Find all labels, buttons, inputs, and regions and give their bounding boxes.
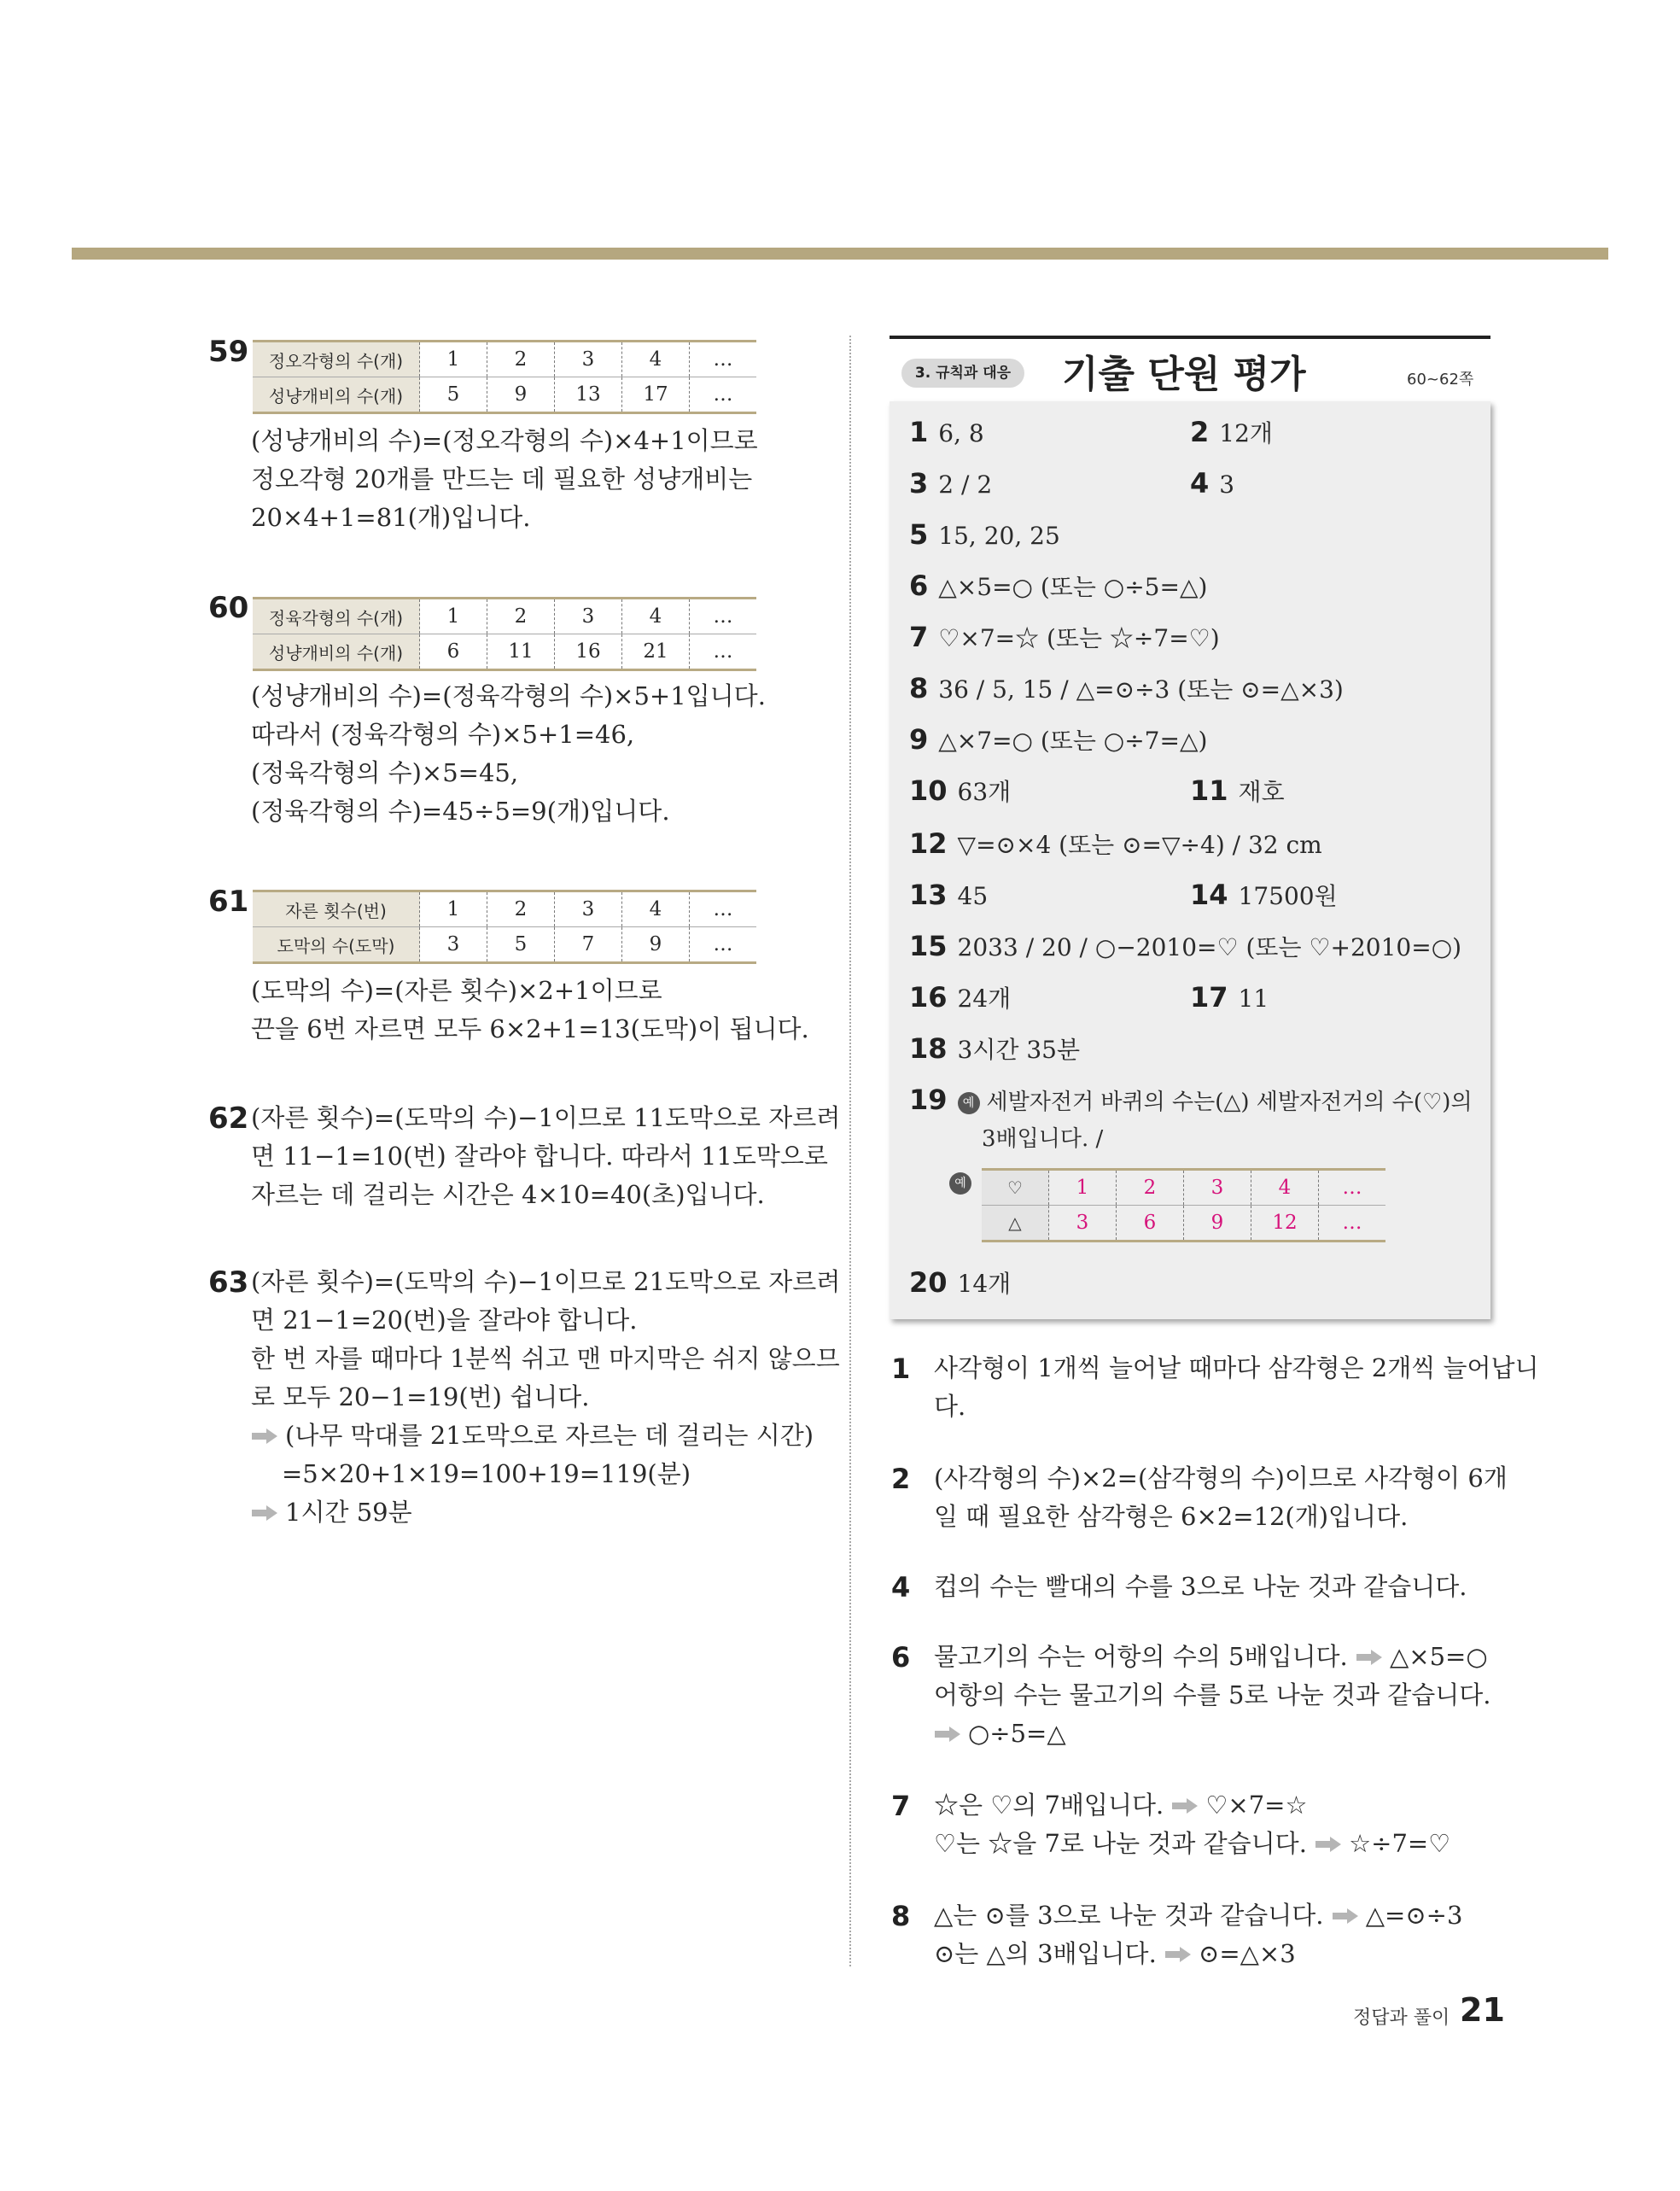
explanation-line xyxy=(934,1896,1462,1935)
table-cell: 9 xyxy=(622,927,690,963)
answer-item xyxy=(909,1083,1473,1119)
answer-text: 6, 8 xyxy=(938,419,984,447)
answer-item xyxy=(909,1265,1011,1301)
solution-line: 따라서 (정육각형의 수)×5+1=46, xyxy=(251,720,635,749)
problem-number: 63 xyxy=(208,1265,249,1300)
page-number: 21 xyxy=(1460,1991,1505,2029)
explanation-line: 컵의 수는 빨대의 수를 3으로 나눈 것과 같습니다. xyxy=(934,1572,1467,1601)
answer-number: 14 xyxy=(1190,879,1228,911)
table-cell: 4 xyxy=(622,342,690,377)
problem-number: 61 xyxy=(208,885,249,919)
table-cell: 17 xyxy=(622,377,690,413)
table-cell: … xyxy=(690,342,757,377)
arrow-right-icon xyxy=(1356,1649,1383,1666)
table-row-header: ♡ xyxy=(982,1170,1049,1206)
explanation-formula: ○÷5=△ xyxy=(968,1719,1066,1748)
answer-item xyxy=(909,466,992,502)
solution-line: 면 21−1=20(번)을 잘라야 합니다. xyxy=(251,1306,638,1335)
explanation-formula: ⊙=△×3 xyxy=(1199,1939,1296,1968)
answer-number: 19 xyxy=(909,1084,948,1116)
solution-line: 끈을 6번 자르면 모두 6×2+1=13(도막)이 됩니다. xyxy=(251,1014,809,1043)
table-cell: 6 xyxy=(420,634,487,670)
answer-text: 재호 xyxy=(1238,778,1285,806)
table-60 xyxy=(253,597,756,671)
explanation-number: 8 xyxy=(891,1900,911,1932)
table-cell: 2 xyxy=(1117,1170,1184,1206)
problem-number: 59 xyxy=(208,335,249,369)
answer-item xyxy=(909,929,1461,965)
answer-text: 2 / 2 xyxy=(938,470,993,499)
answer-item xyxy=(1190,774,1285,809)
solution-line: (자른 횟수)=(도막의 수)−1이므로 11도막으로 자르려 xyxy=(251,1103,841,1132)
table-cell: 7 xyxy=(555,927,622,963)
table-cell: 4 xyxy=(622,599,690,634)
table-cell: 3 xyxy=(420,927,487,963)
explanation-formula: △=⊙÷3 xyxy=(1365,1901,1463,1930)
table-cell: 1 xyxy=(420,599,487,634)
arrow-right-icon xyxy=(1171,1797,1199,1814)
explanation-text: ☆은 ♡의 7배입니다. xyxy=(934,1791,1164,1820)
table-cell: 2 xyxy=(487,599,555,634)
explanation-line xyxy=(934,1935,1296,1973)
table-cell: 9 xyxy=(1184,1206,1251,1242)
answer-number: 7 xyxy=(909,621,929,653)
problem-number: 62 xyxy=(208,1101,249,1136)
table-cell: 1 xyxy=(420,891,487,927)
table-cell: 3 xyxy=(1184,1170,1251,1206)
arrow-right-icon xyxy=(934,1726,961,1743)
solution-arrow-line xyxy=(251,1493,412,1532)
answer-number: 11 xyxy=(1190,774,1228,807)
table-cell: 2 xyxy=(487,891,555,927)
explanation-number: 4 xyxy=(891,1571,911,1604)
solution-line: (도막의 수)=(자른 횟수)×2+1이므로 xyxy=(251,976,662,1005)
answer-item xyxy=(909,722,1207,758)
solution-arrow-text: (나무 막대를 21도막으로 자르는 데 걸리는 시간) xyxy=(285,1421,814,1450)
answer-item xyxy=(1190,878,1338,914)
answer-number: 4 xyxy=(1190,467,1210,500)
explanation-formula: ☆÷7=♡ xyxy=(1349,1829,1451,1858)
table-cell: 2 xyxy=(487,342,555,377)
table-row-header: △ xyxy=(982,1206,1049,1242)
table-cell: 3 xyxy=(1049,1206,1117,1242)
solution-line: (성냥개비의 수)=(정오각형의 수)×4+1이므로 xyxy=(251,426,758,455)
explanation-formula: △×5=○ xyxy=(1389,1642,1488,1671)
table-cell: 3 xyxy=(555,599,622,634)
answer-text: 3시간 35분 xyxy=(957,1036,1081,1064)
table-cell: 16 xyxy=(555,634,622,670)
answer-number: 1 xyxy=(909,416,929,448)
explanation-line: 일 때 필요한 삼각형은 6×2=12(개)입니다. xyxy=(934,1502,1409,1531)
table-cell: … xyxy=(690,891,757,927)
answer-item xyxy=(909,1031,1080,1067)
answer-number: 6 xyxy=(909,570,929,602)
solution-line: 20×4+1=81(개)입니다. xyxy=(251,503,531,532)
table-row-header: 정오각형의 수(개) xyxy=(253,342,420,377)
table-cell: 6 xyxy=(1117,1206,1184,1242)
answer-number: 8 xyxy=(909,672,929,704)
answer-number: 20 xyxy=(909,1266,948,1299)
answer-text: 15, 20, 25 xyxy=(938,522,1060,550)
answer-item xyxy=(909,569,1207,605)
arrow-right-icon xyxy=(1315,1836,1342,1853)
solution-line: 정오각형 20개를 만드는 데 필요한 성냥개비는 xyxy=(251,464,753,494)
page-reference: 60~62쪽 xyxy=(1407,371,1474,389)
table-row-header: 정육각형의 수(개) xyxy=(253,599,420,634)
answer-number: 9 xyxy=(909,723,929,756)
footer-label: 정답과 풀이 xyxy=(1353,2007,1450,2029)
table-row-header: 자른 횟수(번) xyxy=(253,891,420,927)
answer-number: 2 xyxy=(1190,416,1210,448)
explanation-text: ♡는 ☆을 7로 나눈 것과 같습니다. xyxy=(934,1829,1307,1858)
answer-number: 12 xyxy=(909,827,948,860)
example-badge: 예 xyxy=(949,1172,971,1195)
answer-text: 11 xyxy=(1238,984,1269,1013)
explanation-line xyxy=(934,1786,1307,1825)
explanation-line xyxy=(934,1825,1450,1863)
table-cell: 4 xyxy=(622,891,690,927)
answer-text: 24개 xyxy=(957,984,1012,1013)
explanation-line: 어항의 수는 물고기의 수를 5로 나눈 것과 같습니다. xyxy=(934,1680,1491,1709)
table-61 xyxy=(253,890,756,964)
answer-item xyxy=(909,878,988,914)
table-cell: 12 xyxy=(1251,1206,1319,1242)
column-divider xyxy=(849,336,851,1966)
answer-item xyxy=(909,620,1220,656)
answer-text: △×5=○ (또는 ○÷5=△) xyxy=(938,573,1208,601)
table-cell: 5 xyxy=(487,927,555,963)
answer-number: 16 xyxy=(909,981,948,1014)
answer-text: 63개 xyxy=(957,778,1012,806)
arrow-right-icon xyxy=(1332,1908,1359,1925)
solution-line: 한 번 자를 때마다 1분씩 쉬고 맨 마지막은 쉬지 않으므 xyxy=(251,1344,840,1373)
answer-text: 36 / 5, 15 / △=⊙÷3 (또는 ⊙=△×3) xyxy=(938,675,1344,704)
answer-number: 15 xyxy=(909,930,948,962)
explanation-number: 2 xyxy=(891,1463,911,1495)
table-cell: 1 xyxy=(1049,1170,1117,1206)
table-cell: … xyxy=(690,377,757,413)
table-cell: … xyxy=(1319,1206,1386,1242)
solution-line: (자른 횟수)=(도막의 수)−1이므로 21도막으로 자르려 xyxy=(251,1267,841,1296)
solution-line: =5×20+1×19=100+19=119(분) xyxy=(282,1459,691,1488)
explanation-line: 다. xyxy=(934,1392,966,1421)
top-decor-band xyxy=(72,248,1608,260)
answer-text: 2033 / 20 / ○−2010=♡ (또는 ♡+2010=○) xyxy=(957,933,1462,961)
page-title: 기출 단원 평가 xyxy=(1062,353,1306,396)
table-19 xyxy=(982,1168,1385,1242)
answer-number: 18 xyxy=(909,1032,948,1065)
answer-number: 10 xyxy=(909,774,948,807)
answer-text: 세발자전거 바퀴의 수는(△) 세발자전거의 수(♡)의 xyxy=(986,1090,1473,1115)
explanation-number: 7 xyxy=(891,1790,911,1822)
explanation-line: (사각형의 수)×2=(삼각형의 수)이므로 사각형이 6개 xyxy=(934,1464,1508,1493)
explanation-text: ⊙는 △의 3배입니다. xyxy=(934,1939,1157,1968)
answer-item xyxy=(909,980,1011,1016)
explanation-line xyxy=(934,1638,1488,1676)
answer-item xyxy=(909,774,1011,809)
arrow-right-icon xyxy=(251,1428,278,1445)
arrow-right-icon xyxy=(1164,1946,1192,1963)
table-cell: … xyxy=(690,927,757,963)
solution-line: (성냥개비의 수)=(정육각형의 수)×5+1입니다. xyxy=(251,681,766,710)
table-cell: 3 xyxy=(555,891,622,927)
table-cell: 5 xyxy=(420,377,487,413)
answer-text: ♡×7=☆ (또는 ☆÷7=♡) xyxy=(938,624,1220,652)
answer-item xyxy=(949,1165,978,1199)
answer-text: ▽=⊙×4 (또는 ⊙=▽÷4) / 32 cm xyxy=(957,831,1322,859)
arrow-right-icon xyxy=(251,1504,278,1522)
table-cell: … xyxy=(1319,1170,1386,1206)
table-cell: 21 xyxy=(622,634,690,670)
solution-line: 자르는 데 걸리는 시간은 4×10=40(초)입니다. xyxy=(251,1180,765,1209)
answer-text-continued: 3배입니다. / xyxy=(982,1126,1104,1152)
table-cell: … xyxy=(690,599,757,634)
answer-item xyxy=(1190,466,1234,502)
header-rule xyxy=(890,336,1490,339)
solution-arrow-line xyxy=(251,1417,814,1455)
answer-text: △×7=○ (또는 ○÷7=△) xyxy=(938,727,1208,755)
answer-number: 5 xyxy=(909,518,929,551)
explanation-number: 6 xyxy=(891,1641,911,1674)
explanation-text: △는 ⊙를 3으로 나눈 것과 같습니다. xyxy=(934,1901,1324,1930)
answer-number: 13 xyxy=(909,879,948,911)
example-badge: 예 xyxy=(958,1092,980,1114)
table-row-header: 성냥개비의 수(개) xyxy=(253,377,420,413)
solution-line: 면 11−1=10(번) 잘라야 합니다. 따라서 11도막으로 xyxy=(251,1142,828,1171)
answer-text: 3 xyxy=(1219,470,1235,499)
answer-number: 3 xyxy=(909,467,929,500)
answer-item xyxy=(909,415,984,451)
table-cell: 13 xyxy=(555,377,622,413)
table-59 xyxy=(253,340,756,414)
table-cell: 4 xyxy=(1251,1170,1319,1206)
answer-text: 14개 xyxy=(957,1270,1012,1298)
table-cell: … xyxy=(690,634,757,670)
explanation-formula: ♡×7=☆ xyxy=(1205,1791,1308,1820)
explanation-line xyxy=(934,1715,1066,1753)
unit-tab: 3. 규칙과 대응 xyxy=(901,359,1024,388)
problem-number: 60 xyxy=(208,591,249,625)
table-cell: 3 xyxy=(555,342,622,377)
answer-item xyxy=(909,827,1322,862)
answer-text: 45 xyxy=(957,882,989,910)
solution-line: (정육각형의 수)=45÷5=9(개)입니다. xyxy=(251,797,670,826)
table-cell: 9 xyxy=(487,377,555,413)
table-cell: 1 xyxy=(420,342,487,377)
solution-arrow-text: 1시간 59분 xyxy=(285,1498,412,1527)
answer-item xyxy=(909,517,1060,553)
answer-text: 17500원 xyxy=(1238,882,1338,910)
answer-text: 12개 xyxy=(1219,419,1273,447)
explanation-number: 1 xyxy=(891,1353,911,1385)
solution-line: 로 모두 20−1=19(번) 쉽니다. xyxy=(251,1382,590,1411)
answer-item xyxy=(909,671,1344,707)
solution-line: (정육각형의 수)×5=45, xyxy=(251,758,519,787)
explanation-text: 물고기의 수는 어항의 수의 5배입니다. xyxy=(934,1642,1348,1671)
table-cell: 11 xyxy=(487,634,555,670)
table-row-header: 성냥개비의 수(개) xyxy=(253,634,420,670)
answer-item xyxy=(1190,415,1273,451)
explanation-line: 사각형이 1개씩 늘어날 때마다 삼각형은 2개씩 늘어납니 xyxy=(934,1353,1539,1382)
answer-item xyxy=(1190,980,1269,1016)
answer-number: 17 xyxy=(1190,981,1228,1014)
table-row-header: 도막의 수(도막) xyxy=(253,927,420,963)
